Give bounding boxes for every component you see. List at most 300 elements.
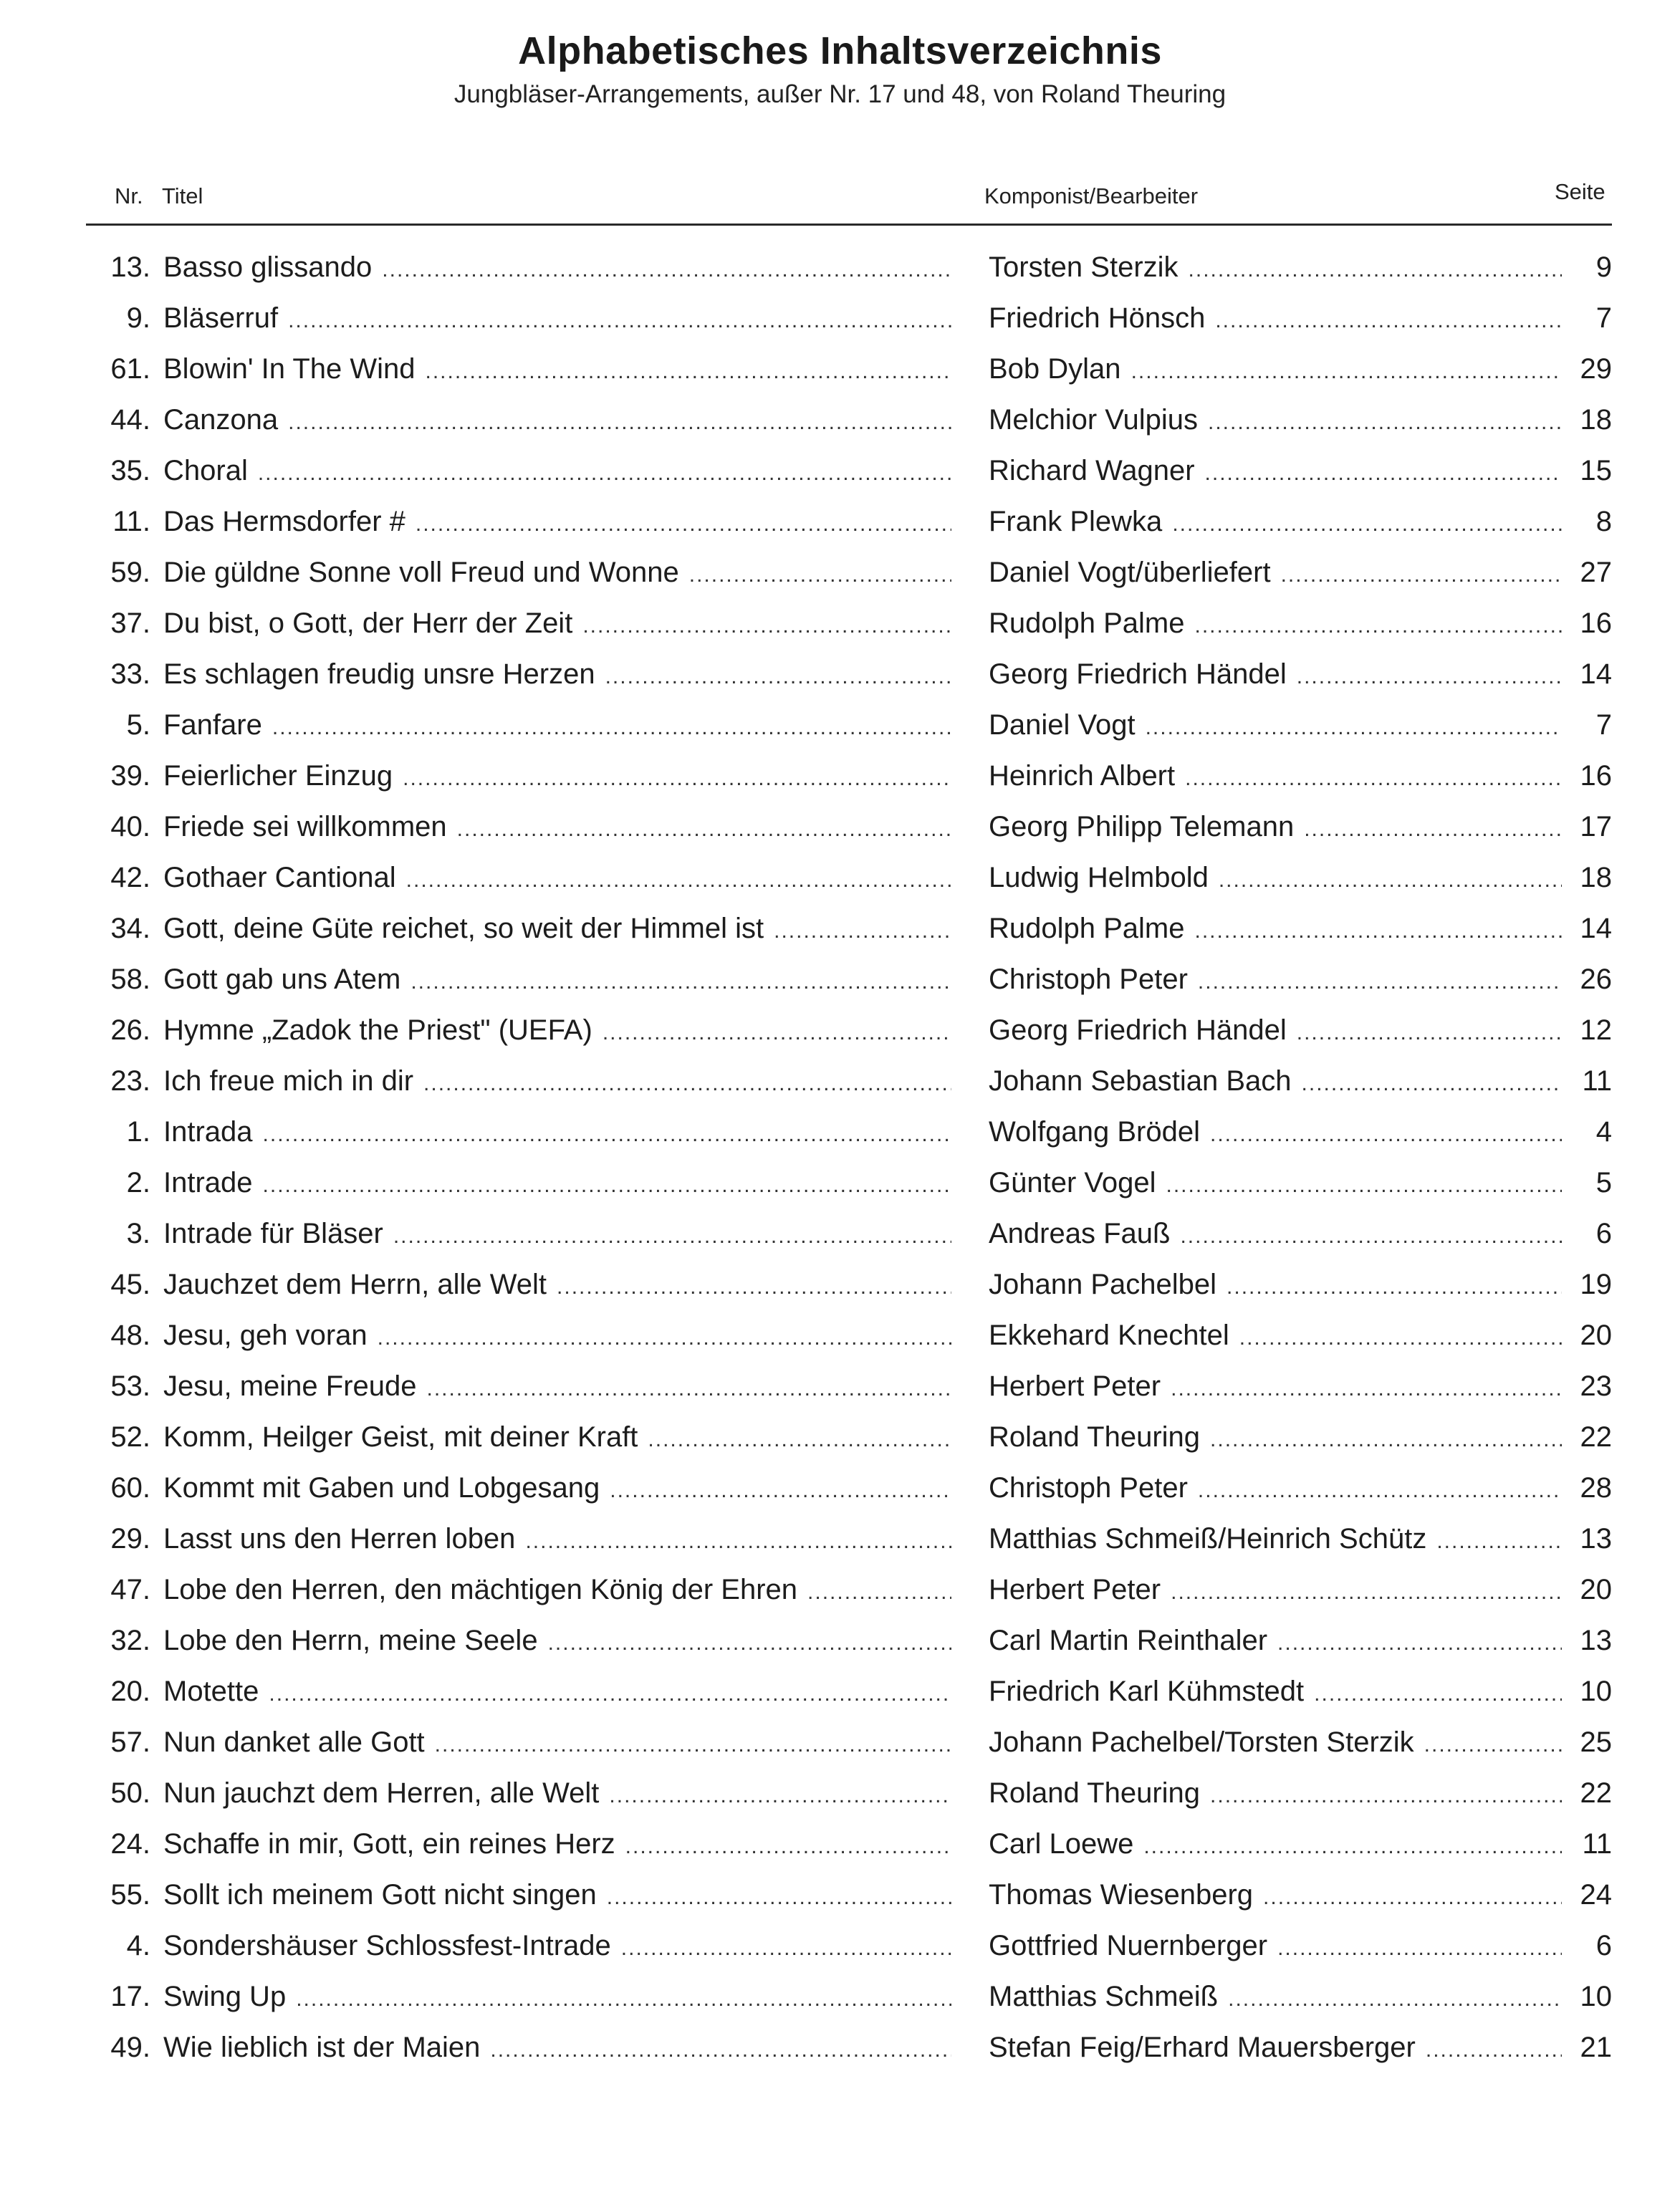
entry-number: 9. [126,302,150,334]
entry-title: Sondershäuser Schlossfest-Intrade [163,1930,611,1961]
entry-composer-cell [989,1930,1562,1962]
dot-leader [1215,309,1562,333]
entry-title: Gothaer Cantional [163,862,396,893]
entry-number: 47. [110,1574,150,1605]
entry-number: 45. [110,1269,150,1300]
entry-title-cell [163,1269,951,1301]
entry-title: Wie lieblich ist der Maien [163,2032,481,2063]
entry-title: Jesu, geh voran [163,1320,368,1351]
entry-composer: Stefan Feig/Erhard Mauersberger [989,2032,1416,2063]
entry-page: 11 [1582,1065,1612,1097]
toc-entry [0,858,1680,908]
entry-number: 61. [110,353,150,385]
dot-leader [605,665,951,689]
page-subtitle: Jungbläser-Arrangements, außer Nr. 17 und 48, von Roland Theuring [453,80,1227,108]
entry-title: Das Hermsdorfer # [163,506,405,537]
entry-composer: Frank Plewka [989,506,1163,537]
toc-entry [0,1417,1680,1468]
entry-title-cell [163,1472,951,1504]
dot-leader [393,1224,951,1249]
dot-leader [1281,563,1562,587]
entry-title: Fanfare [163,709,262,741]
entry-title-cell [163,862,951,894]
dot-leader [607,1885,951,1910]
entry-composer: Rudolph Palme [989,913,1185,944]
entry-number: 60. [110,1472,150,1504]
entry-number: 50. [110,1777,150,1809]
dot-leader [1304,817,1562,842]
dot-leader [269,1682,951,1706]
dot-leader [406,868,951,893]
dot-leader [1314,1682,1562,1706]
dot-leader [1239,1326,1562,1350]
toc-entry [0,298,1680,349]
entry-title-cell [163,1218,951,1250]
column-header-nr: Nr. [115,183,143,208]
toc-entry [0,603,1680,654]
entry-title: Ich freue mich in dir [163,1065,414,1097]
entry-composer: Bob Dylan [989,353,1121,385]
entry-number: 57. [110,1726,150,1758]
dot-leader [1171,1377,1562,1401]
entry-page: 22 [1580,1421,1612,1453]
toc-entry [0,247,1680,298]
dot-leader [263,1123,951,1147]
entry-composer: Georg Friedrich Händel [989,1014,1287,1046]
dot-leader [525,1529,951,1554]
entry-title: Lasst uns den Herren loben [163,1523,516,1555]
entry-title: Hymne „Zadok the Priest" (UEFA) [163,1014,592,1046]
entry-page: 8 [1595,506,1612,537]
entry-title-cell [163,658,951,691]
entry-page: 6 [1595,1218,1612,1249]
dot-leader [1228,1987,1562,2012]
dot-leader [582,614,951,638]
entry-composer-cell [989,1370,1562,1403]
entry-number: 39. [110,760,150,792]
dot-leader [296,1987,951,2012]
entry-page: 14 [1580,913,1612,944]
dot-leader [1210,1123,1562,1147]
toc-entry [0,908,1680,959]
entry-composer: Roland Theuring [989,1421,1201,1453]
entry-title: Gott gab uns Atem [163,964,401,995]
entry-composer-cell [989,658,1562,691]
entry-composer-cell [989,302,1562,335]
dot-leader [1171,1580,1562,1605]
entry-page: 22 [1580,1777,1612,1809]
entry-title-cell [163,251,951,284]
entry-title: Nun danket alle Gott [163,1726,425,1758]
entry-composer: Matthias Schmeiß/Heinrich Schütz [989,1523,1427,1555]
entry-page: 21 [1580,2032,1612,2063]
entry-number: 42. [110,862,150,893]
entry-title: Intrade für Bläser [163,1218,383,1249]
entry-composer-cell [989,607,1562,640]
entry-composer: Günter Vogel [989,1167,1156,1198]
entry-title-cell [163,913,951,945]
dot-leader [1210,1428,1562,1452]
dot-leader [378,1326,951,1350]
toc-entry [0,1163,1680,1214]
dot-leader [774,919,951,943]
entry-number: 44. [110,404,150,436]
entry-title-cell [163,760,951,792]
toc-entry [0,1824,1680,1875]
entry-number: 33. [110,658,150,690]
entry-page: 9 [1595,251,1612,283]
entry-composer-cell [989,1676,1562,1708]
entry-page: 20 [1580,1574,1612,1605]
toc-entry [0,1315,1680,1366]
toc-entry [0,400,1680,451]
entry-page: 27 [1580,557,1612,588]
toc-entry [0,1926,1680,1976]
entry-number: 52. [110,1421,150,1453]
entry-number: 13. [110,251,150,283]
entry-composer-cell [989,1014,1562,1047]
dot-leader [1195,614,1563,638]
toc-list [0,247,1680,2078]
entry-composer-cell [989,1167,1562,1199]
entry-number: 37. [110,607,150,639]
entry-title: Du bist, o Gott, der Herr der Zeit [163,607,573,639]
entry-number: 1. [126,1116,150,1148]
toc-entry [0,1366,1680,1417]
entry-title-cell [163,1981,951,2013]
entry-composer: Christoph Peter [989,964,1188,995]
dot-leader [1436,1529,1562,1554]
entry-composer-cell [989,1828,1562,1860]
dot-leader [609,1784,951,1808]
entry-composer: Daniel Vogt/überliefert [989,557,1271,588]
entry-number: 29. [110,1523,150,1555]
entry-title-cell [163,1065,951,1097]
toc-entry [0,1112,1680,1163]
dot-leader [423,1072,951,1096]
entry-composer-cell [989,506,1562,538]
toc-entry [0,451,1680,501]
dot-leader [490,2038,951,2062]
entry-composer-cell [989,964,1562,996]
entry-title-cell [163,302,951,335]
entry-number: 53. [110,1370,150,1402]
entry-title-cell [163,1523,951,1555]
entry-composer-cell [989,251,1562,284]
entry-title: Jesu, meine Freude [163,1370,417,1402]
entry-title-cell [163,1676,951,1708]
entry-composer-cell [989,1472,1562,1504]
entry-composer-cell [989,1218,1562,1250]
dot-leader [1131,360,1562,384]
entry-title: Kommt mit Gaben und Lobgesang [163,1472,600,1504]
page-title: Alphabetisches Inhaltsverzeichnis [518,29,1162,72]
entry-page: 7 [1595,709,1612,741]
entry-page: 10 [1580,1676,1612,1707]
dot-leader [1297,1021,1562,1045]
dot-leader [1185,767,1562,791]
entry-composer: Carl Martin Reinthaler [989,1625,1268,1656]
entry-title-cell [163,1421,951,1454]
entry-number: 4. [126,1930,150,1961]
dot-leader [1189,258,1562,282]
entry-composer-cell [989,1116,1562,1148]
entry-title-cell [163,1014,951,1047]
entry-title-cell [163,1625,951,1657]
entry-number: 17. [110,1981,150,2012]
entry-title: Friede sei willkommen [163,811,447,842]
dot-leader [426,360,951,384]
entry-title: Jauchzet dem Herrn, alle Welt [163,1269,547,1300]
entry-composer: Torsten Sterzik [989,251,1179,283]
column-header-komponist: Komponist/Bearbeiter [984,183,1199,208]
toc-entry [0,705,1680,756]
entry-number: 26. [110,1014,150,1046]
entry-title-cell [163,607,951,640]
dot-leader [548,1631,951,1656]
entry-title: Swing Up [163,1981,287,2012]
entry-title: Bläserruf [163,302,279,334]
toc-entry [0,1671,1680,1722]
dot-leader [603,1021,951,1045]
entry-title-cell [163,353,951,385]
entry-page: 11 [1582,1828,1612,1860]
entry-composer-cell [989,1625,1562,1657]
entry-title: Sollt ich meinem Gott nicht singen [163,1879,597,1911]
entry-composer: Herbert Peter [989,1574,1161,1605]
entry-title: Schaffe in mir, Gott, ein reines Herz [163,1828,615,1860]
dot-leader [382,258,951,282]
dot-leader [457,817,951,842]
entry-composer: Herbert Peter [989,1370,1161,1402]
entry-composer: Thomas Wiesenberg [989,1879,1254,1911]
entry-page: 10 [1580,1981,1612,2012]
entry-composer: Johann Sebastian Bach [989,1065,1292,1097]
entry-title: Basso glissando [163,251,373,283]
entry-title-cell [163,404,951,436]
entry-number: 2. [126,1167,150,1198]
toc-entry [0,1010,1680,1061]
dot-leader [625,1835,951,1859]
entry-composer-cell [989,1777,1562,1810]
entry-composer: Ekkehard Knechtel [989,1320,1229,1351]
entry-number: 11. [112,506,150,537]
entry-composer: Roland Theuring [989,1777,1201,1809]
toc-entry [0,654,1680,705]
entry-page: 25 [1580,1726,1612,1758]
entry-page: 18 [1580,404,1612,436]
entry-composer: Richard Wagner [989,455,1195,486]
dot-leader [1195,919,1563,943]
entry-title-cell [163,1777,951,1810]
entry-composer: Gottfried Nuernberger [989,1930,1268,1961]
toc-entry [0,1773,1680,1824]
entry-number: 3. [126,1218,150,1249]
toc-entry [0,1722,1680,1773]
entry-page: 19 [1580,1269,1612,1300]
dot-leader [1302,1072,1562,1096]
entry-composer: Georg Philipp Telemann [989,811,1295,842]
dot-leader [1227,1275,1562,1300]
entry-composer-cell [989,557,1562,589]
dot-leader [1424,1733,1562,1757]
entry-composer: Friedrich Karl Kühmstedt [989,1676,1305,1707]
entry-title: Intrade [163,1167,253,1198]
dot-leader [648,1428,951,1452]
toc-entry [0,756,1680,807]
toc-entry [0,1875,1680,1926]
toc-entry [0,1519,1680,1570]
entry-page: 16 [1580,760,1612,792]
dot-leader [1205,461,1562,486]
dot-leader [1277,1936,1562,1961]
entry-title: Choral [163,455,248,486]
entry-composer-cell [989,1981,1562,2013]
entry-composer-cell [989,404,1562,436]
dot-leader [1180,1224,1562,1249]
dot-leader [416,512,951,537]
dot-leader [411,970,951,994]
entry-composer: Carl Loewe [989,1828,1134,1860]
entry-title: Komm, Heilger Geist, mit deiner Kraft [163,1421,638,1453]
dot-leader [1146,716,1562,740]
entry-title-cell [163,455,951,487]
toc-entry [0,1061,1680,1112]
entry-page: 23 [1580,1370,1612,1402]
entry-title: Feierlicher Einzug [163,760,393,792]
entry-composer-cell [989,913,1562,945]
entry-title-cell [163,1828,951,1860]
entry-title-cell [163,557,951,589]
entry-title: Gott, deine Güte reichet, so weit der Himmel ist [163,913,764,944]
entry-page: 12 [1580,1014,1612,1046]
entry-page: 13 [1580,1625,1612,1656]
entry-page: 14 [1580,658,1612,690]
toc-entry [0,1468,1680,1519]
entry-composer-cell [989,1726,1562,1759]
entry-title-cell [163,964,951,996]
entry-composer: Melchior Vulpius [989,404,1198,436]
entry-page: 5 [1595,1167,1612,1198]
entry-composer-cell [989,1320,1562,1352]
dot-leader [1297,665,1562,689]
entry-composer-cell [989,1523,1562,1555]
dot-leader [1263,1885,1562,1910]
entry-page: 13 [1580,1523,1612,1555]
entry-composer: Daniel Vogt [989,709,1136,741]
entry-number: 32. [110,1625,150,1656]
dot-leader [258,461,951,486]
entry-number: 23. [110,1065,150,1097]
entry-page: 29 [1580,353,1612,385]
entry-composer: Wolfgang Brödel [989,1116,1200,1148]
dot-leader [427,1377,951,1401]
entry-number: 24. [110,1828,150,1860]
entry-composer-cell [989,811,1562,843]
entry-page: 15 [1580,455,1612,486]
entry-number: 59. [110,557,150,588]
entry-composer-cell [989,862,1562,894]
entry-title: Canzona [163,404,279,436]
dot-leader [610,1479,951,1503]
dot-leader [272,716,951,740]
toc-entry [0,501,1680,552]
entry-composer-cell [989,1574,1562,1606]
dot-leader [1198,1479,1562,1503]
entry-composer: Heinrich Albert [989,760,1176,792]
entry-number: 20. [110,1676,150,1707]
entry-number: 35. [110,455,150,486]
toc-entry [0,552,1680,603]
entry-number: 55. [110,1879,150,1911]
entry-title-cell [163,2032,951,2064]
column-header-seite: Seite [1555,179,1605,204]
entry-page: 16 [1580,607,1612,639]
entry-title-cell [163,1930,951,1962]
entry-page: 6 [1595,1930,1612,1961]
entry-title-cell [163,1167,951,1199]
entry-title-cell [163,1574,951,1606]
toc-entry [0,959,1680,1010]
entry-page: 7 [1595,302,1612,334]
entry-number: 58. [110,964,150,995]
entry-number: 5. [126,709,150,741]
entry-title-cell [163,1116,951,1148]
entry-composer: Rudolph Palme [989,607,1185,639]
dot-leader [689,563,951,587]
dot-leader [1166,1173,1563,1198]
entry-page: 4 [1595,1116,1612,1148]
entry-page: 18 [1580,862,1612,893]
entry-title: Motette [163,1676,259,1707]
entry-page: 28 [1580,1472,1612,1504]
toc-entry [0,349,1680,400]
entry-title: Intrada [163,1116,253,1148]
dot-leader [1426,2038,1562,2062]
entry-title-cell [163,1879,951,1911]
entry-composer: Georg Friedrich Händel [989,658,1287,690]
dot-leader [263,1173,951,1198]
entry-title: Es schlagen freudig unsre Herzen [163,658,595,690]
dot-leader [435,1733,951,1757]
toc-entry [0,807,1680,858]
dot-leader [288,410,951,435]
entry-number: 48. [110,1320,150,1351]
dot-leader [1143,1835,1562,1859]
entry-title: Die güldne Sonne voll Freud und Wonne [163,557,679,588]
entry-title-cell [163,709,951,741]
entry-title: Lobe den Herrn, meine Seele [163,1625,538,1656]
toc-entry [0,1264,1680,1315]
entry-title: Lobe den Herren, den mächtigen König der Ehren [163,1574,798,1605]
dot-leader [1219,868,1562,893]
entry-title-cell [163,1320,951,1352]
entry-title-cell [163,811,951,843]
entry-composer: Johann Pachelbel/Torsten Sterzik [989,1726,1414,1758]
entry-composer-cell [989,1065,1562,1097]
entry-composer-cell [989,455,1562,487]
entry-page: 17 [1580,811,1612,842]
entry-number: 49. [110,2032,150,2063]
entry-page: 20 [1580,1320,1612,1351]
toc-entry [0,2027,1680,2078]
entry-composer-cell [989,1879,1562,1911]
header-divider [86,224,1612,226]
dot-leader [288,309,951,333]
dot-leader [1277,1631,1562,1656]
entry-composer-cell [989,760,1562,792]
column-header-titel: Titel [162,183,203,208]
